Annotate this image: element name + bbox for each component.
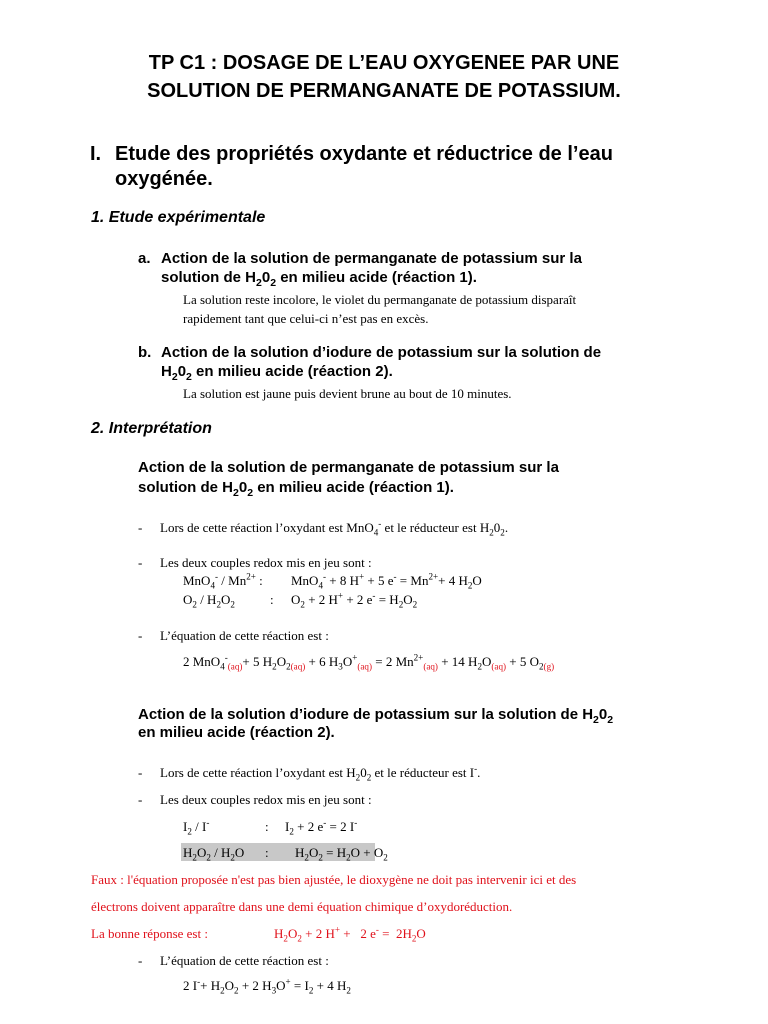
correction-line2: électrons doivent apparaître dans une demi équation chimique d’oxydoréduction. — [91, 899, 513, 914]
item-a-label: a. — [138, 250, 151, 267]
reaction2-bullet-equation: L’équation de cette réaction est : — [160, 953, 329, 968]
reaction2-couple1-separator: : — [265, 819, 269, 834]
reaction1-couple2-separator: : — [270, 592, 274, 607]
reaction2-couple1-equation: $I_2 + 2$ e- = 2 I- — [285, 817, 358, 837]
reaction2-bullet-oxidant: Lors de cette réaction l’oxydant est $H_20_2$ et le réducteur est I-. — [160, 763, 481, 783]
document-title-line1: TP C1 : DOSAGE DE L’EAU OXYGENEE PAR UNE — [148, 52, 620, 74]
bullet-dash: - — [138, 765, 143, 780]
reaction2-couple2-equation: $H_2O_2 = H_2O + O_2$ — [295, 845, 388, 863]
bullet-dash: - — [138, 628, 143, 643]
item-a-heading-line2: solution de $H_20_2$ en milieu acide (réaction 1). — [161, 269, 477, 289]
reaction1-global-equation: 2 MnO$_4$-$_{(aq)}$+ 5 $H_2O_{2(aq)} + 6$ $H_3O^+_{(aq)} = 2$ $Mn^{2+}_{(aq)} + 14$ $H_2O_{(aq)} + 5$ $O_{2(g)}$ — [183, 652, 555, 672]
correct-answer-equation: $H_2O_2 + 2$ H+ + 2 $e^- = 2H_2O$ — [274, 924, 426, 944]
correction-line1: Faux : l'équation proposée n'est pas bien ajustée, le dioxygène ne doit pas intervenir ici et des — [91, 872, 577, 887]
correct-answer-label: La bonne réponse est : — [91, 926, 208, 941]
item-a-heading-line1: Action de la solution de permanganate de potassium sur la — [161, 250, 582, 267]
reaction2-global-equation: 2 $I^-+ H_2O_2 + 2$ $H_3O^+ = I_2 + 4$ $H_2$ — [183, 976, 351, 996]
reaction1-couple2: $O_2 / H_2O_2$ — [183, 592, 235, 610]
item-b-label: b. — [138, 344, 152, 361]
section-numeral: I. — [90, 143, 102, 165]
reaction1-bullet-equation: L’équation de cette réaction est : — [160, 628, 329, 643]
reaction2-couple2: $H_2O_2 / H_2O$ — [183, 845, 245, 863]
reaction1-couple2-equation: $O_2 + 2$ H+ + 2 $e^- = H_2O_2$ — [291, 590, 418, 610]
item-b-text: La solution est jaune puis devient brune au bout de 10 minutes. — [183, 386, 512, 401]
reaction2-couple2-separator: : — [265, 845, 269, 860]
reaction2-couple1: $I_2 / I^-$ — [183, 817, 210, 837]
reaction2-bullet-couples: Les deux couples redox mis en jeu sont : — [160, 792, 372, 807]
subsection-2-title: 2. Interprétation — [91, 420, 212, 437]
section-heading-line1: Etude des propriétés oxydante et réductrice de l’eau — [115, 143, 613, 165]
section-heading-line2: oxygénée. — [115, 168, 213, 190]
reaction1-bullet-oxidant: Lors de cette réaction l’oxydant est MnO$_4$- et le réducteur est $H_20_2$. — [160, 518, 509, 538]
item-a-text-line1: La solution reste incolore, le violet du permanganate de potassium disparaît — [183, 292, 577, 307]
item-b-heading-line2: $H_20_2$ en milieu acide (réaction 2). — [161, 363, 393, 383]
item-b-heading-line1: Action de la solution d’iodure de potassium sur la solution de — [161, 344, 602, 361]
bullet-dash: - — [138, 555, 143, 570]
reaction1-heading-line1: Action de la solution de permanganate de potassium sur la — [138, 459, 559, 476]
reaction1-couple1: $MnO_4^- / Mn^{2+}$ : — [183, 571, 263, 591]
bullet-dash: - — [138, 792, 143, 807]
reaction1-couple1-equation: MnO$_4$- + 8 H+ + 5 $e^- = Mn^{2+}+ 4$ $H_2O$ — [291, 571, 482, 591]
reaction2-heading-line2: en milieu acide (réaction 2). — [138, 724, 335, 741]
reaction1-heading-line2: solution de $H_20_2$ en milieu acide (réaction 1). — [138, 479, 454, 499]
bullet-dash: - — [138, 953, 143, 968]
item-a-text-line2: rapidement tant que celui-ci n’est pas en excès. — [183, 311, 429, 326]
document-title-line2: SOLUTION DE PERMANGANATE DE POTASSIUM. — [147, 80, 621, 102]
reaction2-heading-line1: Action de la solution d’iodure de potassium sur la solution de $H_20_2$ — [138, 706, 614, 726]
subsection-1-title: 1. Etude expérimentale — [91, 209, 266, 226]
reaction1-bullet-couples: Les deux couples redox mis en jeu sont : — [160, 555, 372, 570]
bullet-dash: - — [138, 520, 143, 535]
